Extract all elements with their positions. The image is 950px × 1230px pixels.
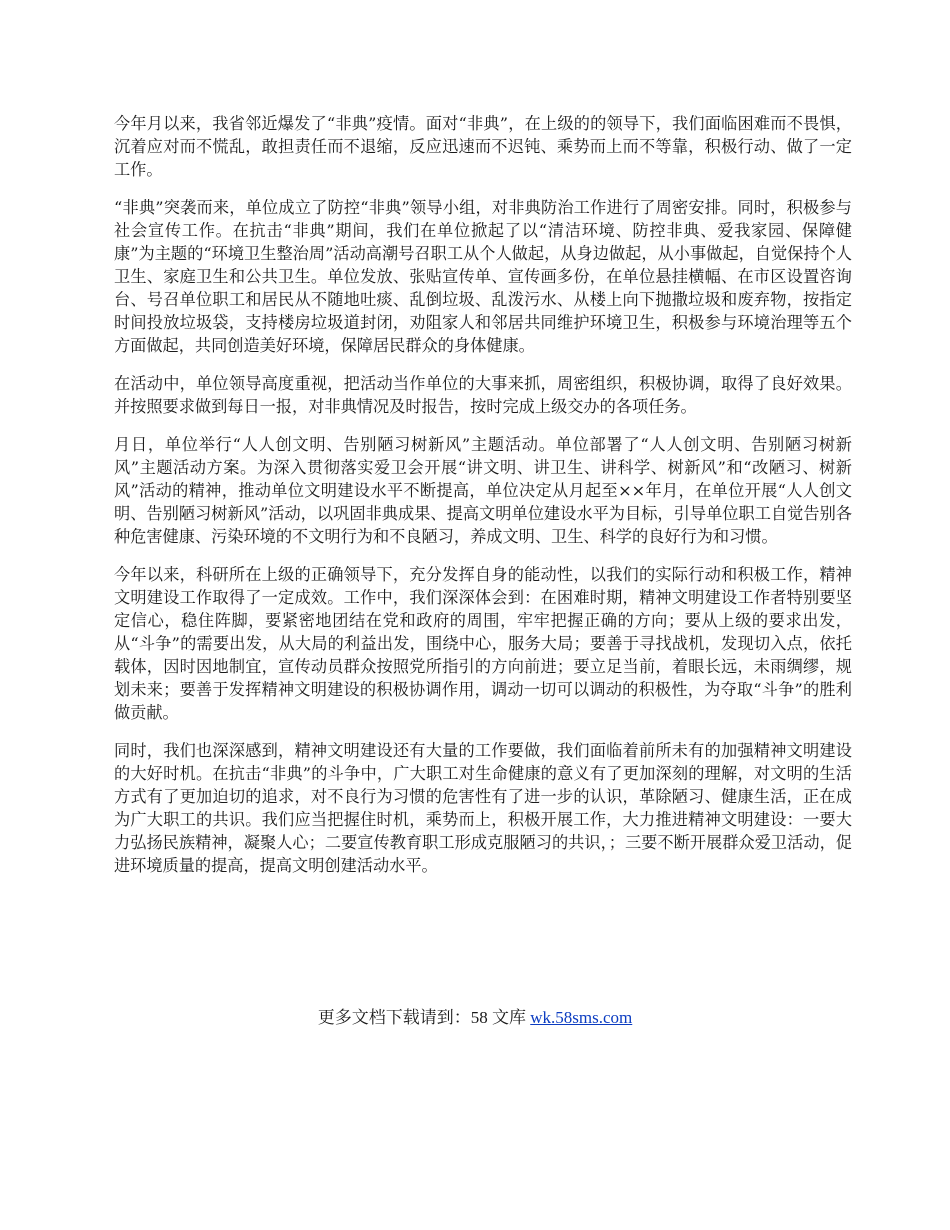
- footer-link[interactable]: wk.58sms.com: [530, 1008, 633, 1027]
- paragraph-2: “非典”突袭而来，单位成立了防控“非典”领导小组，对非典防治工作进行了周密安排。同时，积极参与社会宣传工作。在抗击“非典”期间，我们在单位掀起了以“清洁环境、防控非典、爱我家园、保障健康”为主题的“环境卫生整治周”活动高潮号召职工从个人做起，从身边做起，从小事做起，自觉保持个人卫生、家庭卫生和公共卫生。单位发放、张贴宣传单、宣传画多份，在单位悬挂横幅、在市区设置咨询台、号召单位职工和居民从不随地吐痰、乱倒垃圾、乱泼污水、从楼上向下抛撒垃圾和废弃物，按指定时间投放垃圾袋，支持楼房垃圾道封闭，劝阻家人和邻居共同维护环境卫生，积极参与环境治理等五个方面做起，共同创造美好环境，保障居民群众的身体健康。: [114, 198, 852, 355]
- footer-prefix: 更多文档下载请到：58 文库: [317, 1008, 531, 1027]
- paragraph-1: 今年月以来，我省邻近爆发了“非典”疫情。面对“非典”，在上级的的领导下，我们面临困难而不畏惧，沉着应对而不慌乱，敢担责任而不退缩，反应迅速而不迟钝、乘势而上而不等靠，积极行动、做了一定工作。: [114, 114, 852, 179]
- paragraph-5: 今年以来，科研所在上级的正确领导下，充分发挥自身的能动性，以我们的实际行动和积极工作，精神文明建设工作取得了一定成效。工作中，我们深深体会到：在困难时期，精神文明建设工作者特别要坚定信心，稳住阵脚，要紧密地团结在党和政府的周围，牢牢把握正确的方向；要从上级的要求出发，从“斗争”的需要出发，从大局的利益出发，围绕中心，服务大局；要善于寻找战机，发现切入点，依托载体，因时因地制宜，宣传动员群众按照党所指引的方向前进；要立足当前，着眼长远，未雨绸缪，规划未来；要善于发挥精神文明建设的积极协调作用，调动一切可以调动的积极性，为夺取“斗争”的胜利做贡献。: [114, 565, 852, 722]
- paragraph-4: 月日，单位举行“人人创文明、告别陋习树新风”主题活动。单位部署了“人人创文明、告别陋习树新风”主题活动方案。为深入贯彻落实爱卫会开展“讲文明、讲卫生、讲科学、树新风”和“改陋习、树新风”活动的精神，推动单位文明建设水平不断提高，单位决定从月起至××年月，在单位开展“人人创文明、告别陋习树新风”活动，以巩固非典成果、提高文明单位建设水平为目标，引导单位职工自觉告别各种危害健康、污染环境的不文明行为和不良陋习，养成文明、卫生、科学的良好行为和习惯。: [114, 435, 852, 546]
- document-body: [114, 112, 852, 892]
- paragraph-3: 在活动中，单位领导高度重视，把活动当作单位的大事来抓，周密组织，积极协调，取得了良好效果。并按照要求做到每日一报，对非典情况及时报告，按时完成上级交办的各项任务。: [114, 374, 852, 416]
- paragraph-6: 同时，我们也深深感到，精神文明建设还有大量的工作要做，我们面临着前所未有的加强精神文明建设的大好时机。在抗击“非典”的斗争中，广大职工对生命健康的意义有了更加深刻的理解，对文明的生活方式有了更加迫切的追求，对不良行为习惯的危害性有了进一步的认识，革除陋习、健康生活，正在成为广大职工的共识。我们应当把握住时机，乘势而上，积极开展工作，大力推进精神文明建设：一要大力弘扬民族精神，凝聚人心；二要宣传教育职工形成克服陋习的共识，；三要不断开展群众爱卫活动，促进环境质量的提高，提高文明创建活动水平。: [114, 741, 852, 875]
- footer-download-note: [0, 1006, 950, 1030]
